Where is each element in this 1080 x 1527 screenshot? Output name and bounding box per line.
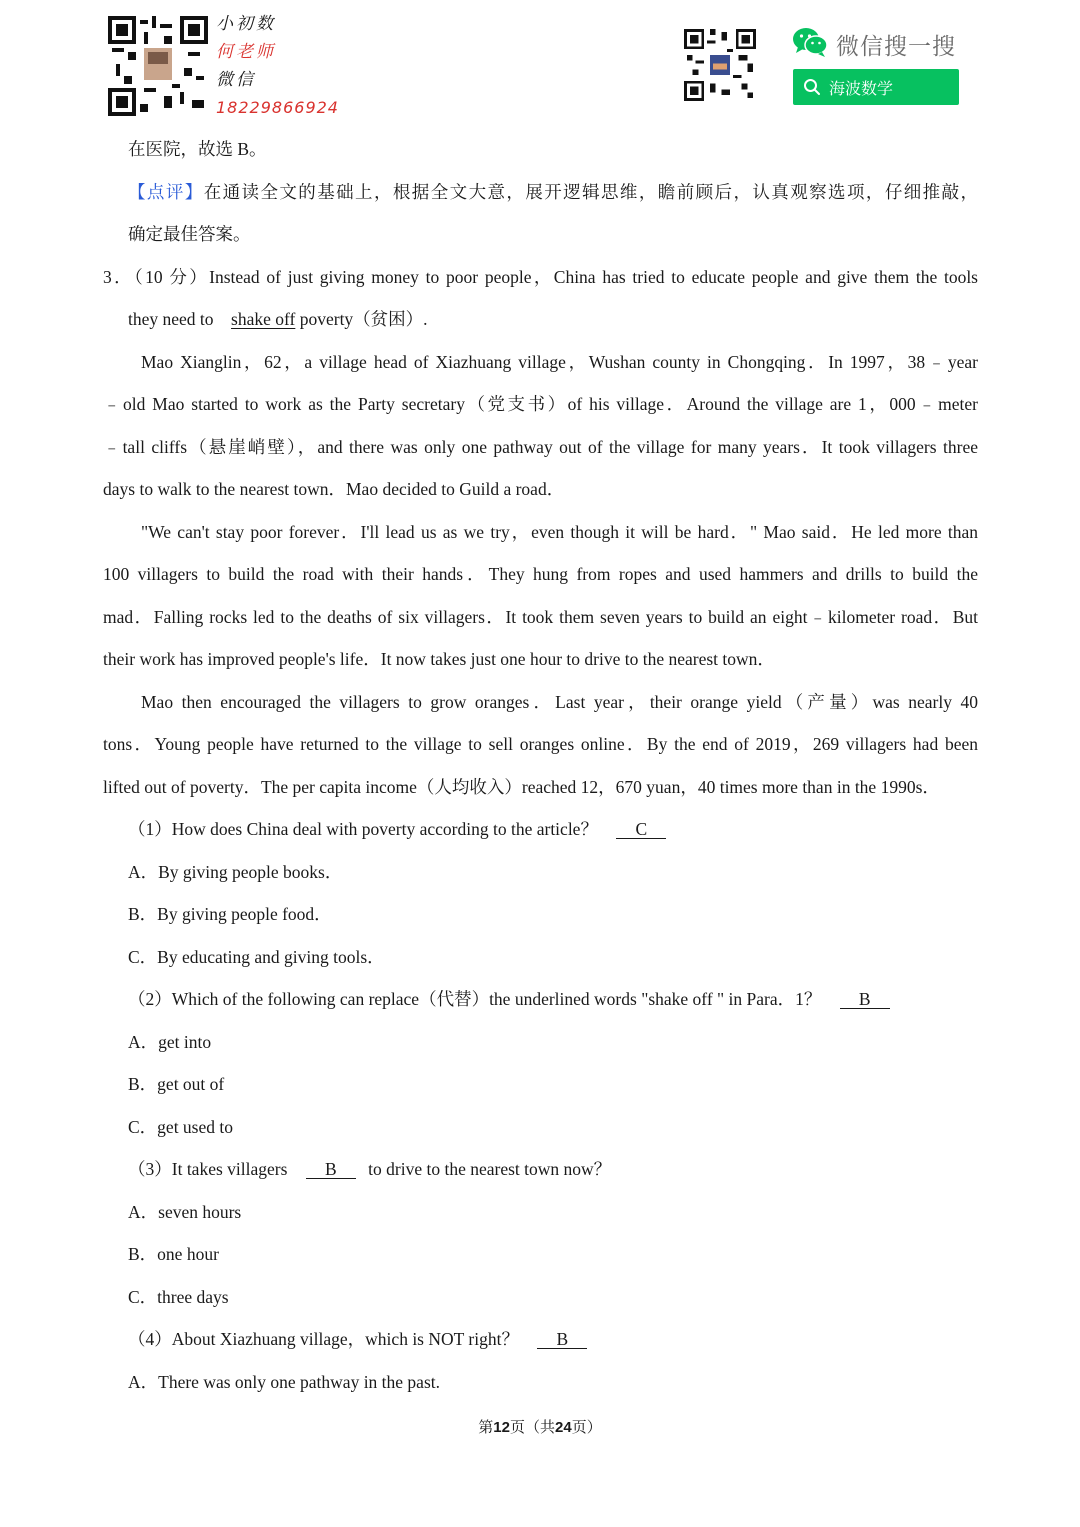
wechat-search-header: [792, 26, 956, 62]
option: B．one hour: [128, 1244, 219, 1264]
search-icon: [803, 78, 821, 96]
qr-code-official: [684, 29, 756, 101]
option: A．get into: [128, 1031, 212, 1052]
wechat-logo-icon: [792, 26, 828, 63]
paragraph-3-line: tons．Young people have returned to the village to sell oranges online．By the end of 2019，269 villagers had been: [103, 734, 978, 754]
option: A．seven hours: [128, 1201, 242, 1222]
option: C．three days: [128, 1286, 229, 1307]
page-footer: [0, 1416, 1080, 1437]
comment-line: [103, 171, 978, 214]
comment-line-end: 确定最佳答案。: [128, 224, 251, 244]
paragraph-2-line: mad．Falling rocks led to the deaths of six villagers．It took them seven years to build an eight﹣kilometer road．But: [103, 606, 978, 627]
sub-question-text: （3）It takes villagers: [128, 1159, 288, 1179]
paragraph-3-line: lifted out of poverty．The per capita income（人均收入）reached 12，670 yuan，40 times more than in the 1990s．: [103, 776, 940, 797]
search-button[interactable]: [793, 69, 959, 105]
page-header: [0, 0, 1080, 130]
contact-line-1: 小初数: [216, 14, 276, 34]
answer-blank: C: [616, 820, 666, 839]
wechat-search-label: 微信搜一搜: [836, 33, 956, 60]
footer-middle: 页（共: [509, 1418, 555, 1436]
option: C．get used to: [128, 1116, 233, 1137]
sub-question-1: [103, 808, 978, 851]
contact-info: [216, 10, 339, 122]
footer-suffix: 页）: [571, 1418, 602, 1436]
contact-teacher: 何老师: [216, 42, 276, 62]
paragraph-2-line: "We can't stay poor forever．I'll lead us as we try，even though it will be hard．" Mao said．He led more than: [141, 521, 978, 542]
sub-question-text: （1）How does China deal with poverty according to the article？: [128, 819, 598, 839]
paragraph-1-line: ﹣old Mao started to work as the Party secretary（党支书）of his village．Around the village are 1，000﹣meter: [103, 394, 978, 414]
footer-prefix: 第: [478, 1418, 494, 1436]
paragraph-1-line: ﹣tall cliffs（悬崖峭壁），and there was only one pathway out of the village for many years．It took villagers three: [103, 436, 978, 457]
sub-question-text: （4）About Xiazhuang village，which is NOT right？: [128, 1329, 519, 1349]
comment-text: 在通读全文的基础上，根据全文大意，展开逻辑思维，瞻前顾后，认真观察选项，仔细推敲，: [203, 181, 978, 202]
heading-text-end: poverty（贫困）.: [299, 309, 428, 329]
document-body: [103, 128, 978, 1403]
paragraph-2-line: their work has improved people's life．It now takes just one hour to drive to the nearest town．: [103, 649, 775, 669]
comment-tag: 【点评】: [128, 181, 204, 202]
answer-blank: B: [840, 990, 890, 1009]
sub-question-2: [103, 978, 978, 1021]
paragraph-1-line: days to walk to the nearest town．Mao decided to Guild a road．: [103, 479, 565, 499]
option: A．There was only one pathway in the past.: [128, 1371, 441, 1392]
contact-phone: 18229866924: [216, 98, 339, 117]
answer-conclusion: 在医院，故选 B。: [128, 139, 267, 159]
option: B．By giving people food．: [128, 904, 332, 924]
option: A．By giving people books．: [128, 861, 343, 882]
question-3-heading: 3．（10 分）Instead of just giving money to poor people，China has tried to educate people and give them the tools: [103, 266, 978, 287]
sub-question-text: （2）Which of the following can replace（代替）the underlined words "shake off " in Para．1？: [128, 989, 822, 1009]
paragraph-1-line: Mao Xianglin，62，a village head of Xiazhuang village，Wushan county in Chongqing．In 1997，38﹣year: [141, 351, 978, 372]
option: B．get out of: [128, 1074, 225, 1094]
paragraph-3-line: Mao then encouraged the villagers to grow oranges．Last year，their orange yield（产量）was nearly 40: [141, 691, 978, 712]
question-3-heading-cont: [103, 298, 978, 341]
page-total: 24: [555, 1419, 572, 1436]
page-number: 12: [493, 1419, 510, 1436]
option: C．By educating and giving tools．: [128, 946, 385, 967]
answer-blank: B: [306, 1160, 356, 1179]
sub-question-text-end: to drive to the nearest town now？: [368, 1159, 612, 1179]
sub-question-4: [103, 1318, 978, 1361]
search-button-label: 海波数学: [829, 78, 894, 98]
paragraph-2-line: 100 villagers to build the road with their hands．They hung from ropes and used hammers and drills to build the: [103, 564, 978, 584]
heading-text: they need to: [128, 309, 214, 329]
qr-code-contact: [108, 16, 208, 116]
underlined-phrase: shake off: [231, 309, 296, 329]
answer-blank: B: [537, 1330, 587, 1349]
sub-question-3: [103, 1148, 978, 1191]
contact-wechat: 微信: [216, 70, 256, 90]
